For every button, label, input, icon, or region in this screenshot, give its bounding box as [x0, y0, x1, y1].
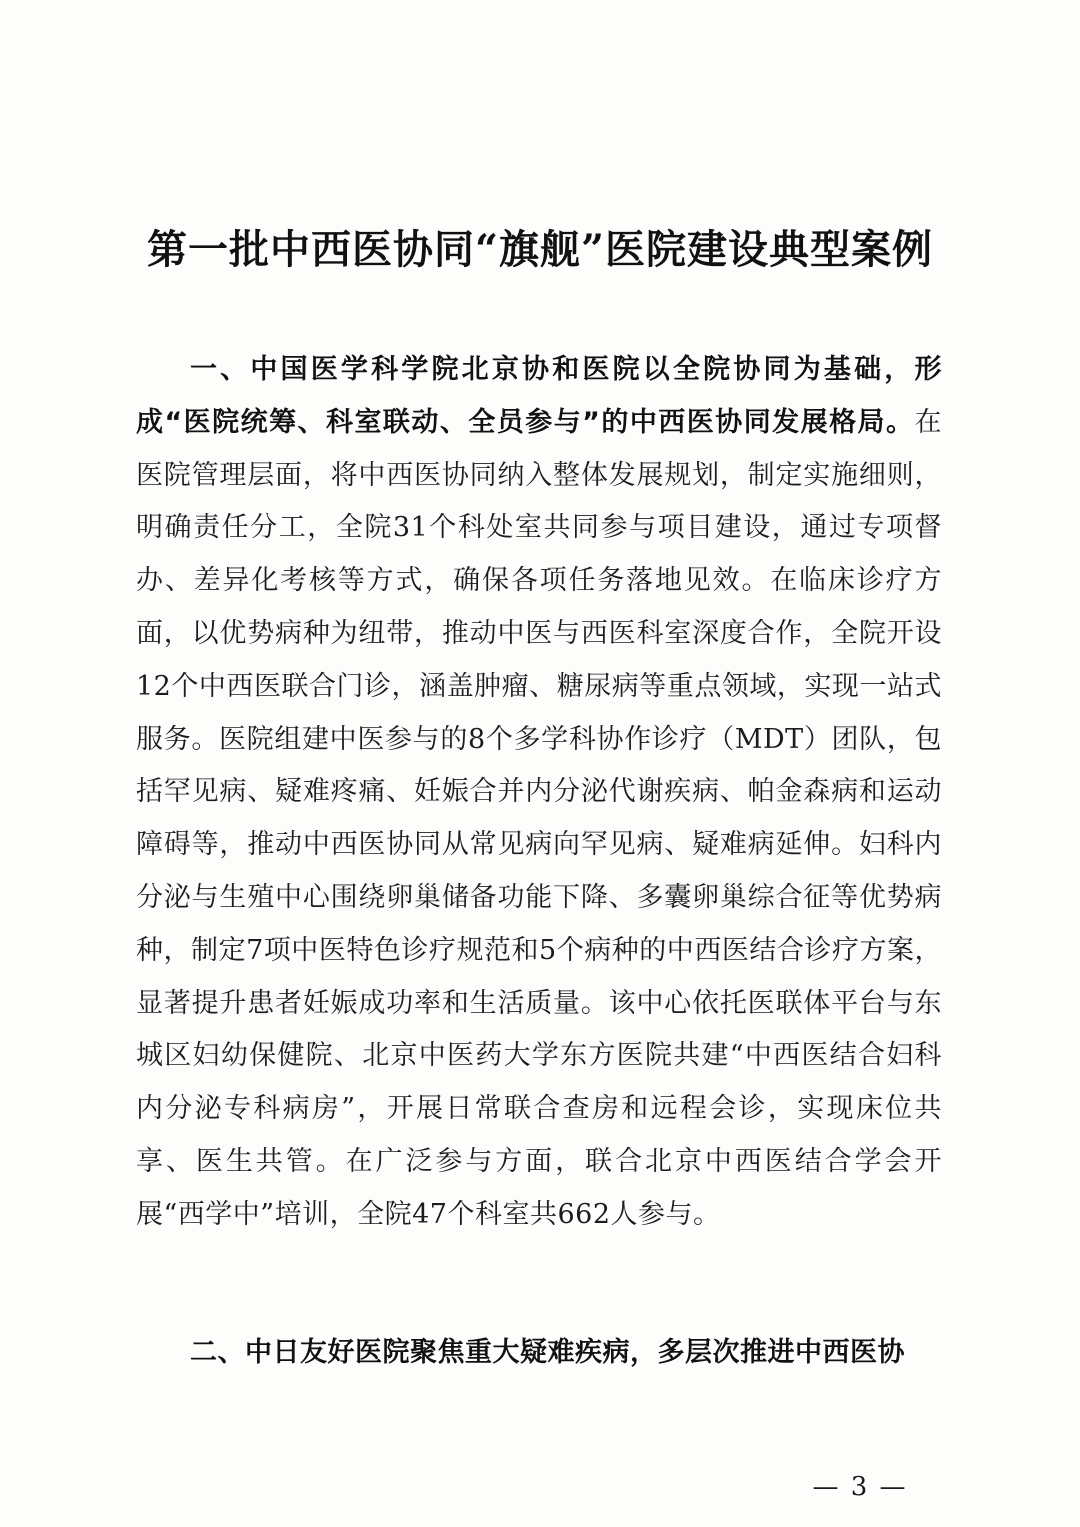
section-2-heading: 二、中日友好医院聚焦重大疑难疾病，多层次推进中西医协: [190, 1337, 905, 1368]
section-2: [136, 1327, 942, 1380]
page-number: — 3 —: [812, 1472, 908, 1502]
section-1-body: 在医院管理层面，将中西医协同纳入整体发展规划，制定实施细则，明确责任分工，全院31个科处室共同参与项目建设，通过专项督办、差异化考核等方式，确保各项任务落地见效。在临床诊疗方面，以优势病种为纽带，推动中医与西医科室深度合作，全院开设12个中西医联合门诊，涵盖肿瘤、糖尿病等重点领域，实现一站式服务。医院组建中医参与的8个多学科协作诊疗（MDT）团队，包括罕见病、疑难疼痛、妊娠合并内分泌代谢疾病、帕金森病和运动障碍等，推动中西医协同从常见病向罕见病、疑难病延伸。妇科内分泌与生殖中心围绕卵巢储备功能下降、多囊卵巢综合征等优势病种，制定7项中医特色诊疗规范和5个病种的中西医结合诊疗方案，显著提升患者妊娠成功率和生活质量。该中心依托医联体平台与东城区妇幼保健院、北京中医药大学东方医院共建“中西医结合妇科内分泌专科病房”，开展日常联合查房和远程会诊，实现床位共享、医生共管。在广泛参与方面，联合北京中西医结合学会开展“西学中”培训，全院47个科室共662人参与。: [136, 406, 942, 1230]
section-1-heading: 一、中国医学科学院北京协和医院以全院协同为基础，形成“医院统筹、科室联动、全员参与”的中西医协同发展格局。: [136, 354, 942, 438]
section-1: [136, 344, 942, 1242]
document-title: 第一批中西医协同“旗舰”医院建设典型案例: [146, 226, 933, 273]
